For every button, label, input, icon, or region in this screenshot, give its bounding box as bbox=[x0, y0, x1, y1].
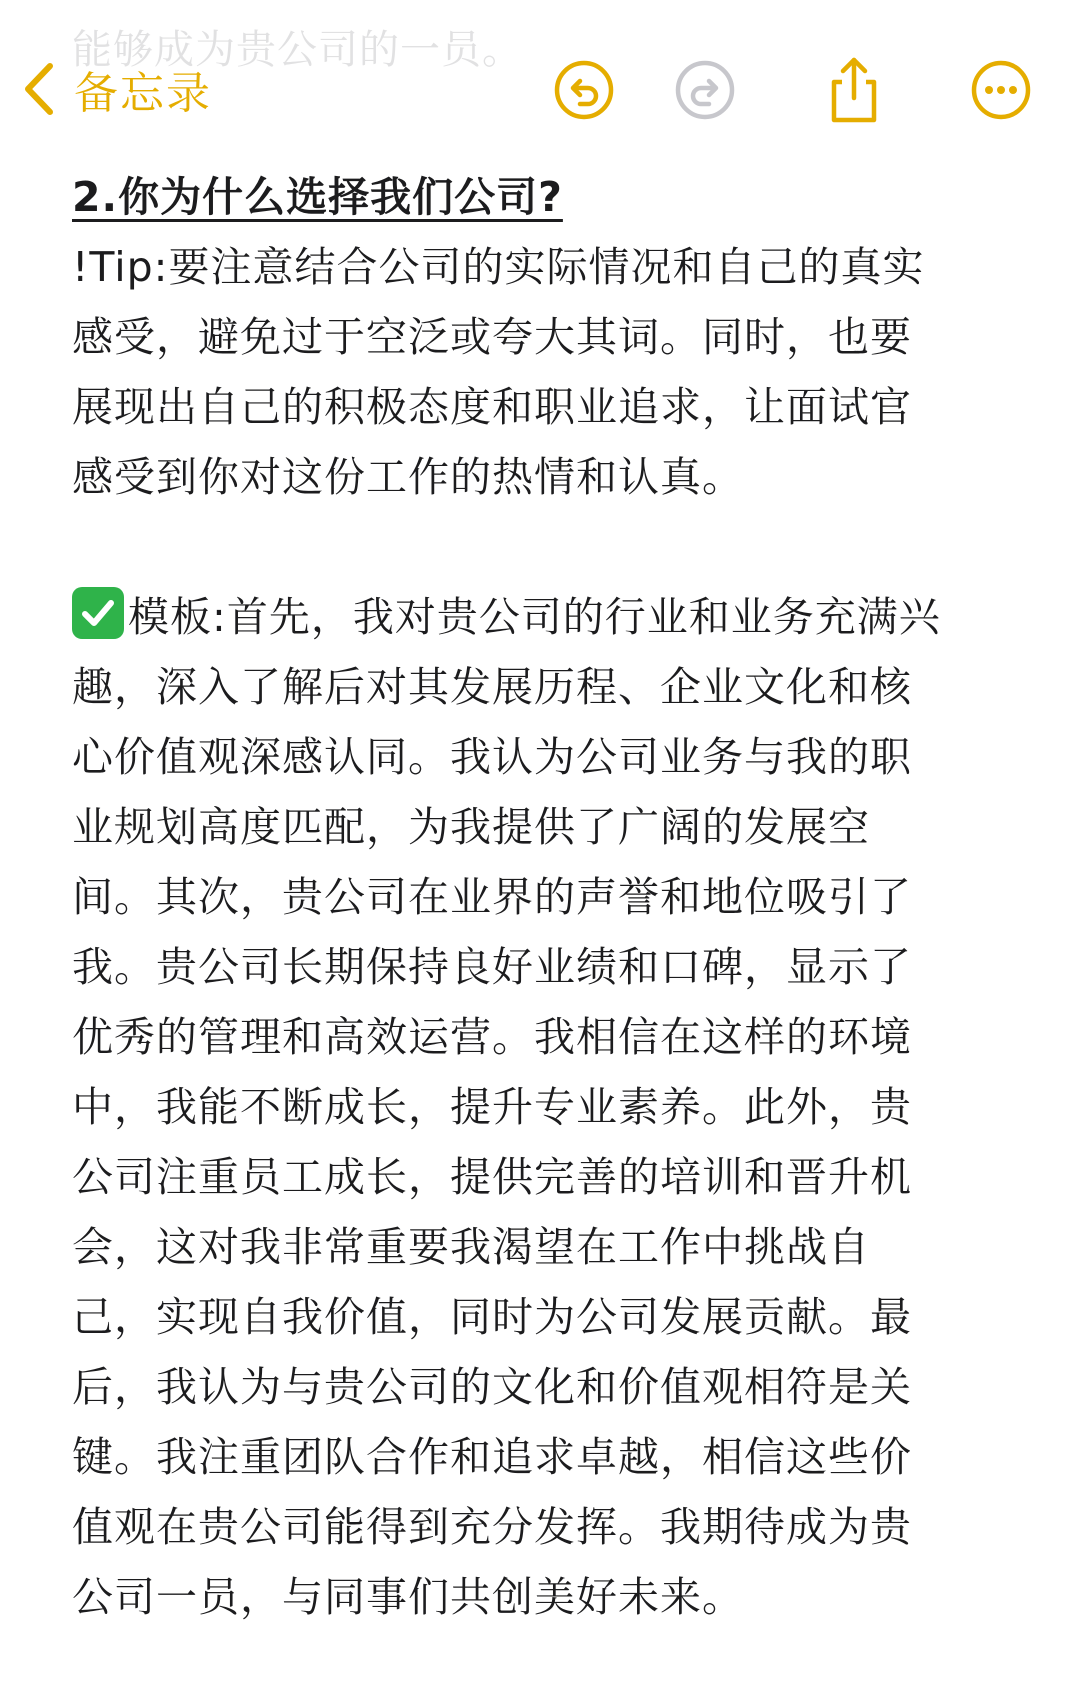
redo-button[interactable] bbox=[673, 58, 737, 122]
template-line: 间。其次，贵公司在业界的声誉和地位吸引了 bbox=[72, 873, 912, 921]
chevron-left-icon bbox=[22, 62, 56, 116]
template-line bbox=[72, 582, 1032, 652]
undo-icon bbox=[552, 58, 616, 122]
share-button[interactable] bbox=[822, 54, 886, 118]
template-line: 值观在贵公司能得到充分发挥。我期待成为贵 bbox=[72, 1503, 912, 1551]
back-button-label: 备忘录 bbox=[74, 68, 212, 119]
scrolled-text-fragment: 能够成为贵公司的一员。 bbox=[72, 27, 523, 73]
undo-button[interactable] bbox=[552, 58, 616, 122]
tip-line: 感受，避免过于空泛或夸大其词。同时，也要 bbox=[72, 313, 912, 361]
template-line: 公司一员，与同事们共创美好未来。 bbox=[72, 1573, 744, 1621]
blank-line bbox=[72, 512, 1032, 582]
template-line: 公司注重员工成长，提供完善的培训和晋升机 bbox=[72, 1153, 912, 1201]
note-heading: 2.你为什么选择我们公司? bbox=[72, 173, 563, 221]
more-button[interactable] bbox=[969, 58, 1033, 122]
navigation-bar bbox=[0, 40, 1080, 140]
template-line: 中，我能不断成长，提升专业素养。此外，贵 bbox=[72, 1083, 912, 1131]
template-line: 会，这对我非常重要我渴望在工作中挑战自 bbox=[72, 1223, 870, 1271]
template-line: 己，实现自我价值，同时为公司发展贡献。最 bbox=[72, 1293, 912, 1341]
tip-line: !Tip:要注意结合公司的实际情况和自己的真实 bbox=[72, 243, 925, 291]
template-line: 优秀的管理和高效运营。我相信在这样的环境 bbox=[72, 1013, 912, 1061]
template-line: 后，我认为与贵公司的文化和价值观相符是关 bbox=[72, 1363, 912, 1411]
more-icon bbox=[969, 58, 1033, 122]
template-line: 键。我注重团队合作和追求卓越，相信这些价 bbox=[72, 1433, 912, 1481]
redo-icon bbox=[673, 58, 737, 122]
tip-line: 感受到你对这份工作的热情和认真。 bbox=[72, 453, 744, 501]
back-button[interactable] bbox=[22, 54, 212, 124]
template-line: 我。贵公司长期保持良好业绩和口碑，显示了 bbox=[72, 943, 912, 991]
template-line: 趣，深入了解后对其发展历程、企业文化和核 bbox=[72, 663, 912, 711]
template-first-line: 模板:首先，我对贵公司的行业和业务充满兴 bbox=[128, 593, 941, 641]
check-mark-emoji-icon bbox=[72, 587, 124, 639]
tip-line: 展现出自己的积极态度和职业追求，让面试官 bbox=[72, 383, 912, 431]
template-line: 心价值观深感认同。我认为公司业务与我的职 bbox=[72, 733, 912, 781]
share-icon bbox=[822, 54, 886, 126]
note-body[interactable] bbox=[72, 162, 1032, 1632]
template-line: 业规划高度匹配，为我提供了广阔的发展空 bbox=[72, 803, 870, 851]
